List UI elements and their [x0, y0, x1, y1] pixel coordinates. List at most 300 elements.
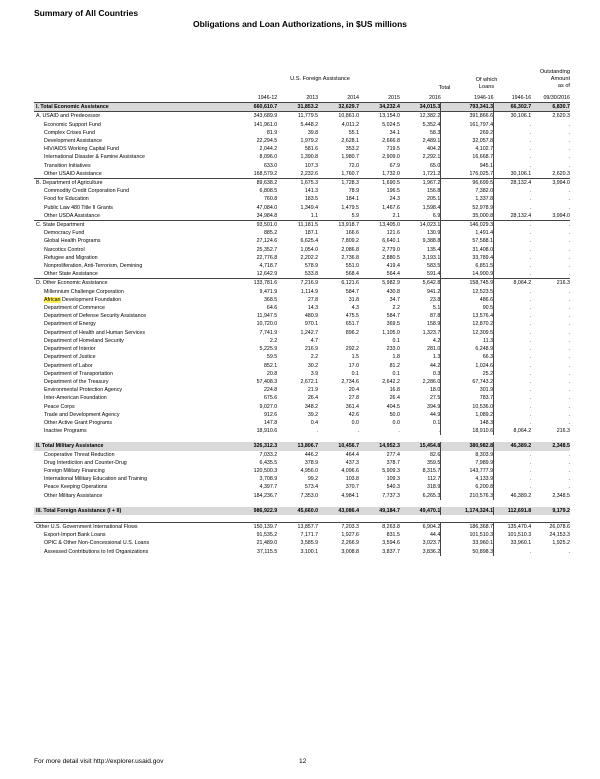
- value-cell: .: [494, 137, 532, 145]
- value-cell: 158.9: [427, 321, 441, 328]
- value-cell: 584.7: [386, 313, 400, 320]
- table-row: [34, 370, 570, 378]
- value-cell: 21,489.0: [256, 540, 278, 547]
- row-label: Development Assistance: [44, 138, 103, 145]
- value-cell: 2,628.1: [341, 138, 360, 145]
- spacer-row: [34, 435, 570, 442]
- value-cell: 4,102.7: [441, 145, 494, 153]
- value-cell: 112.7: [427, 476, 441, 483]
- table-row: [34, 296, 570, 304]
- table-row: [34, 492, 570, 500]
- table-row: [34, 411, 570, 419]
- row-label: Inactive Programs: [44, 428, 87, 435]
- value-cell: 1,089.2: [441, 411, 494, 419]
- table-row: [34, 129, 570, 137]
- value-cell: 66.3: [441, 353, 494, 361]
- value-cell: 33,960.1: [441, 539, 494, 547]
- value-cell: 13,154.0: [359, 112, 400, 121]
- value-cell: .: [568, 121, 570, 128]
- value-cell: 1,479.5: [341, 204, 360, 211]
- value-cell: 21.9: [307, 387, 319, 394]
- value-cell: 0.1: [432, 419, 441, 426]
- value-cell: .: [568, 337, 570, 344]
- row-label: Department of Homeland Security: [44, 337, 124, 344]
- value-cell: .: [494, 548, 532, 556]
- value-cell: .: [494, 296, 532, 304]
- spacer-cell: [34, 515, 570, 523]
- value-cell: 3,994.0: [531, 179, 570, 188]
- table-row: [34, 320, 570, 328]
- row-label: Cooperative Threat Reduction: [44, 451, 115, 458]
- value-cell: 5,982.9: [359, 279, 400, 288]
- value-cell: 4,956.0: [300, 467, 319, 474]
- section-row: [34, 179, 570, 188]
- value-cell: 186,368.7: [441, 522, 494, 531]
- value-cell: 7,171.7: [300, 532, 319, 539]
- row-label: Nonproliferation, Anti-Terrorism, Demining: [44, 263, 143, 270]
- value-cell: 368.5: [263, 296, 278, 303]
- header-loans-label-1: Of which: [475, 77, 498, 83]
- value-cell: 87.8: [429, 313, 441, 320]
- value-cell: 10,536.0: [441, 403, 494, 411]
- value-cell: 361.4: [345, 403, 360, 410]
- value-cell: 34.1: [389, 129, 400, 136]
- value-cell: 133,781.6: [236, 279, 277, 288]
- value-cell: .: [494, 162, 532, 170]
- value-cell: 486.6: [441, 296, 494, 304]
- value-cell: 8,064.2: [494, 279, 532, 288]
- value-cell: 5,448.2: [300, 121, 319, 128]
- value-cell: .: [494, 394, 532, 402]
- value-cell: 78.9: [348, 188, 360, 195]
- value-cell: 2,642.2: [382, 378, 400, 385]
- value-cell: 2,348.5: [531, 442, 570, 450]
- value-cell: 2,348.5: [552, 492, 570, 499]
- value-cell: .: [494, 419, 532, 427]
- row-label: Other USAID Assistance: [44, 170, 102, 177]
- row-label: Department of Health and Human Services: [44, 329, 145, 336]
- value-cell: 37,115.5: [257, 548, 278, 555]
- value-cell: .: [494, 246, 532, 254]
- value-cell: 0.0: [392, 419, 400, 426]
- value-cell: 885.2: [263, 230, 278, 237]
- value-cell: .: [568, 451, 570, 458]
- row-label: Global Health Programs: [44, 238, 101, 245]
- table-row: [34, 237, 570, 245]
- value-cell: 25.2: [441, 370, 494, 378]
- value-cell: 2,202.2: [300, 254, 319, 261]
- row-label: Other State Assistance: [44, 271, 98, 278]
- table-row: [34, 394, 570, 402]
- value-cell: .: [568, 305, 570, 312]
- value-cell: 5,352.4: [422, 121, 441, 128]
- table-row: [34, 212, 570, 221]
- value-cell: 35,000.8: [441, 212, 494, 221]
- value-cell: .: [494, 337, 532, 345]
- value-cell: 44.4: [429, 532, 441, 539]
- table-row: [34, 362, 570, 370]
- value-cell: 5.1: [432, 305, 441, 312]
- value-cell: 7,353.0: [300, 492, 319, 499]
- row-label: Department of the Treasury: [44, 378, 109, 385]
- row-label: International Disaster & Famine Assistance: [44, 154, 145, 161]
- value-cell: 651.7: [345, 321, 360, 328]
- value-cell: 121.6: [386, 230, 400, 237]
- value-cell: .: [494, 270, 532, 279]
- value-cell: 3,008.8: [341, 548, 360, 555]
- value-cell: 378.7: [386, 459, 400, 466]
- header-outstanding-label-1: Outstanding: [539, 69, 570, 75]
- value-cell: .: [494, 312, 532, 320]
- row-label: Other Military Assistance: [44, 492, 103, 499]
- value-cell: 216.3: [531, 279, 570, 288]
- value-cell: .: [568, 419, 570, 426]
- value-cell: 9,027.0: [259, 403, 278, 410]
- column-header: 2016: [400, 94, 441, 103]
- value-cell: 13,857.7: [277, 522, 318, 531]
- value-cell: 112,691.8: [494, 507, 532, 515]
- value-cell: 44.2: [429, 362, 441, 369]
- value-cell: 148.3: [441, 419, 494, 427]
- value-cell: 216.3: [556, 428, 570, 435]
- value-cell: 141,961.0: [253, 121, 278, 128]
- value-cell: 2,266.9: [341, 540, 360, 547]
- value-cell: 2,909.0: [382, 154, 400, 161]
- value-cell: 2,620.3: [531, 112, 570, 121]
- value-cell: .: [568, 230, 570, 237]
- value-cell: 446.2: [304, 451, 319, 458]
- table-row: [34, 329, 570, 337]
- row-label: Export-Import Bank Loans: [44, 532, 106, 539]
- value-cell: 18.0: [429, 387, 441, 394]
- value-cell: 6,851.5: [441, 262, 494, 270]
- value-cell: 896.2: [345, 329, 360, 336]
- table-row: [34, 459, 570, 467]
- value-cell: 0.1: [392, 370, 400, 377]
- value-cell: 6,248.9: [441, 345, 494, 353]
- value-cell: .: [494, 403, 532, 411]
- value-cell: 81.2: [389, 362, 400, 369]
- value-cell: 4,397.7: [259, 484, 278, 491]
- value-cell: 183.5: [304, 196, 319, 203]
- row-label: Trade and Development Agency: [44, 411, 120, 418]
- row-label: Department of Transportation: [44, 370, 113, 377]
- value-cell: 326,312.3: [236, 442, 277, 450]
- value-cell: 2,620.3: [552, 170, 570, 177]
- value-cell: 1,105.0: [382, 329, 400, 336]
- value-cell: .: [568, 459, 570, 466]
- row-label: C. State Department: [34, 221, 236, 230]
- value-cell: 45,660.0: [277, 507, 318, 515]
- value-cell: 292.2: [345, 346, 360, 353]
- value-cell: 353.2: [345, 146, 360, 153]
- value-cell: 33,789.4: [441, 254, 494, 262]
- value-cell: .: [568, 188, 570, 195]
- value-cell: 146,029.3: [441, 221, 494, 230]
- value-cell: 34,232.4: [359, 103, 400, 112]
- value-cell: 675.6: [263, 395, 278, 402]
- value-cell: .: [494, 483, 532, 491]
- value-cell: .: [568, 254, 570, 261]
- value-cell: 1.3: [432, 354, 441, 361]
- value-cell: .: [494, 288, 532, 296]
- value-cell: 0.1: [351, 370, 360, 377]
- value-cell: 27.8: [348, 395, 360, 402]
- value-cell: 20.8: [266, 370, 278, 377]
- table-row: [34, 229, 570, 237]
- value-cell: 5,642.8: [400, 279, 441, 288]
- value-cell: 1,349.4: [300, 204, 319, 211]
- value-cell: 1,491.4: [441, 229, 494, 237]
- value-cell: 34,015.3: [400, 103, 441, 112]
- table-row: [34, 254, 570, 262]
- value-cell: 573.4: [304, 484, 319, 491]
- value-cell: 970.1: [304, 321, 319, 328]
- value-cell: 2,672.1: [300, 378, 319, 385]
- value-cell: 210,576.3: [441, 492, 494, 500]
- value-cell: 1,760.7: [341, 170, 360, 177]
- value-cell: .: [494, 378, 532, 386]
- value-cell: 1,337.8: [441, 195, 494, 203]
- value-cell: 156.8: [427, 188, 441, 195]
- value-cell: 6,265.3: [422, 492, 441, 499]
- value-cell: 0.0: [351, 419, 360, 426]
- value-cell: 24.3: [389, 196, 400, 203]
- row-label: Commodity Credit Corporation Fund: [44, 188, 130, 195]
- row-label: Department of Justice: [44, 354, 96, 361]
- table-row: [34, 153, 570, 161]
- header-total-label: Total: [438, 85, 451, 91]
- value-cell: 369.5: [386, 321, 400, 328]
- value-cell: .: [494, 467, 532, 475]
- value-cell: 25,352.7: [256, 246, 278, 253]
- value-cell: 6,830.7: [531, 103, 570, 112]
- value-cell: .: [568, 411, 570, 418]
- value-cell: 31.8: [348, 296, 360, 303]
- total-row: [34, 103, 570, 112]
- row-label: Drug Interdiction and Counter-Drug: [44, 459, 127, 466]
- value-cell: 7,741.9: [259, 329, 278, 336]
- value-cell: .: [398, 428, 400, 435]
- row-label: A. USAID and Predecessor: [34, 112, 236, 121]
- value-cell: 43,086.4: [318, 507, 359, 515]
- value-cell: .: [494, 237, 532, 245]
- value-cell: 5,225.9: [259, 346, 278, 353]
- column-header: 1946-12: [236, 94, 277, 103]
- value-cell: 15,454.8: [400, 442, 441, 450]
- value-cell: .: [494, 329, 532, 337]
- value-cell: 2,292.1: [422, 154, 441, 161]
- value-cell: .: [494, 370, 532, 378]
- section-row: [34, 112, 570, 121]
- value-cell: 1.5: [351, 354, 360, 361]
- value-cell: .: [568, 196, 570, 203]
- row-label: Food for Education: [44, 196, 89, 203]
- value-cell: .: [568, 129, 570, 136]
- value-cell: 233.0: [386, 346, 400, 353]
- table-row: [34, 312, 570, 320]
- value-cell: 437.3: [345, 459, 360, 466]
- row-label: Other U.S. Government International Flows: [34, 522, 236, 531]
- value-cell: 719.5: [386, 146, 400, 153]
- value-cell: 34.7: [389, 296, 400, 303]
- value-cell: 168,579.2: [253, 170, 278, 177]
- row-label: [34, 296, 236, 304]
- value-cell: .: [494, 145, 532, 153]
- value-cell: 1,323.7: [422, 329, 441, 336]
- row-label: Peace Corps: [44, 403, 75, 410]
- value-cell: 47,084.0: [256, 204, 278, 211]
- value-cell: 3,836.2: [422, 548, 441, 555]
- value-cell: .: [568, 162, 570, 169]
- value-cell: .: [494, 475, 532, 483]
- value-cell: 7,033.2: [259, 451, 278, 458]
- value-cell: 2.2: [392, 305, 400, 312]
- value-cell: .: [568, 370, 570, 377]
- value-cell: 301.9: [441, 386, 494, 394]
- row-label: I. Total Economic Assistance: [34, 103, 236, 112]
- value-cell: 30,106.1: [494, 170, 532, 179]
- spacer-cell: [34, 435, 570, 442]
- value-cell: 150,139.7: [236, 522, 277, 531]
- value-cell: 27,124.6: [256, 238, 278, 245]
- value-cell: 42.6: [348, 411, 360, 418]
- value-cell: .: [568, 387, 570, 394]
- row-label: Other USDA Assistance: [44, 212, 100, 219]
- table-row: [34, 475, 570, 483]
- value-cell: 101,510.3: [494, 531, 532, 539]
- value-cell: 93,501.0: [236, 221, 277, 230]
- value-cell: 7,737.3: [382, 492, 400, 499]
- value-cell: 18,910.6: [256, 428, 278, 435]
- value-cell: 1,024.6: [441, 362, 494, 370]
- value-cell: 50,898.3: [441, 548, 494, 556]
- value-cell: 5.9: [351, 212, 360, 219]
- table-row: [34, 246, 570, 254]
- row-label: Millennium Challenge Corporation: [44, 288, 124, 295]
- value-cell: .: [568, 403, 570, 410]
- value-cell: 65.0: [429, 162, 441, 169]
- value-cell: 6,121.6: [318, 279, 359, 288]
- value-cell: 10,720.0: [256, 321, 278, 328]
- table-row: [34, 137, 570, 145]
- table-row: [34, 403, 570, 411]
- value-cell: .: [494, 204, 532, 212]
- value-cell: .: [494, 353, 532, 361]
- value-cell: 32,629.7: [318, 103, 359, 112]
- value-cell: 27.8: [307, 296, 319, 303]
- table-row: [34, 353, 570, 361]
- row-label: Refugee and Migration: [44, 254, 98, 261]
- value-cell: 464.4: [345, 451, 360, 458]
- value-cell: 109.3: [386, 476, 400, 483]
- value-cell: 783.7: [441, 394, 494, 402]
- value-cell: .: [316, 428, 319, 435]
- row-label: Department of Defense Security Assistance: [44, 313, 147, 320]
- value-cell: 166.6: [345, 230, 360, 237]
- value-cell: 49,184.7: [359, 507, 400, 515]
- value-cell: .: [494, 451, 532, 459]
- row-label: Transition Initiatives: [44, 162, 91, 169]
- value-cell: 8,096.0: [259, 154, 278, 161]
- value-cell: 584.7: [345, 288, 360, 295]
- row-label: Department of Energy: [44, 321, 96, 328]
- value-cell: .: [494, 262, 532, 270]
- value-cell: 5,024.5: [382, 121, 400, 128]
- value-cell: .: [568, 246, 570, 253]
- value-cell: 184,236.7: [253, 492, 278, 499]
- value-cell: 4.2: [432, 337, 441, 344]
- value-cell: .: [494, 411, 532, 419]
- value-cell: .: [568, 313, 570, 320]
- value-cell: 101,510.3: [441, 531, 494, 539]
- value-cell: .: [494, 254, 532, 262]
- value-cell: 378.9: [304, 459, 319, 466]
- footer-text: For more detail visit http://explorer.usaid.gov: [34, 758, 164, 765]
- value-cell: 6,625.4: [300, 238, 319, 245]
- value-cell: 578.9: [304, 263, 319, 270]
- value-cell: .: [494, 320, 532, 328]
- value-cell: 370.7: [345, 484, 360, 491]
- value-cell: 6,904.2: [400, 522, 441, 531]
- value-cell: 13,806.7: [277, 442, 318, 450]
- value-cell: 4,011.2: [341, 121, 360, 128]
- value-cell: 4,984.1: [341, 492, 360, 499]
- value-cell: 533.8: [304, 271, 319, 278]
- value-cell: 1,728.3: [318, 179, 359, 188]
- value-cell: 633.0: [263, 162, 278, 169]
- value-cell: 6,200.8: [441, 483, 494, 491]
- value-cell: 404.5: [386, 403, 400, 410]
- value-cell: .: [568, 321, 570, 328]
- assistance-table: [34, 94, 570, 556]
- header-loans-label-2: Loans: [478, 84, 495, 90]
- value-cell: 3,585.9: [300, 540, 319, 547]
- row-label: Department of Commerce: [44, 305, 105, 312]
- value-cell: 1,174,324.1: [441, 507, 494, 515]
- value-cell: 10,456.7: [318, 442, 359, 450]
- value-cell: 1,979.2: [300, 138, 319, 145]
- header-outstanding-label-2: Amount: [550, 76, 570, 82]
- value-cell: .: [494, 345, 532, 353]
- value-cell: 55.1: [348, 129, 360, 136]
- value-cell: 14,952.3: [359, 442, 400, 450]
- value-cell: 1,242.7: [300, 329, 319, 336]
- value-cell: 2,779.0: [382, 246, 400, 253]
- value-cell: 32,057.8: [441, 137, 494, 145]
- value-cell: 103.8: [345, 476, 360, 483]
- value-cell: 64.6: [266, 305, 278, 312]
- value-cell: 4,133.9: [441, 475, 494, 483]
- value-cell: 30,106.1: [494, 112, 532, 121]
- value-cell: 12,523.5: [441, 288, 494, 296]
- value-cell: 16.8: [389, 387, 400, 394]
- value-cell: 135,470.4: [494, 522, 532, 531]
- value-cell: .: [494, 229, 532, 237]
- value-cell: 120,500.3: [253, 467, 278, 474]
- value-cell: .: [568, 138, 570, 145]
- row-label: II. Total Military Assistance: [34, 442, 236, 450]
- value-cell: .: [494, 221, 532, 230]
- value-cell: 13,918.7: [318, 221, 359, 230]
- value-cell: 475.5: [345, 313, 360, 320]
- table-row: [34, 427, 570, 435]
- table-row: [34, 451, 570, 459]
- value-cell: 7,216.9: [277, 279, 318, 288]
- table-row: [34, 187, 570, 195]
- value-cell: 26.4: [307, 395, 319, 402]
- value-cell: 1,980.7: [341, 154, 360, 161]
